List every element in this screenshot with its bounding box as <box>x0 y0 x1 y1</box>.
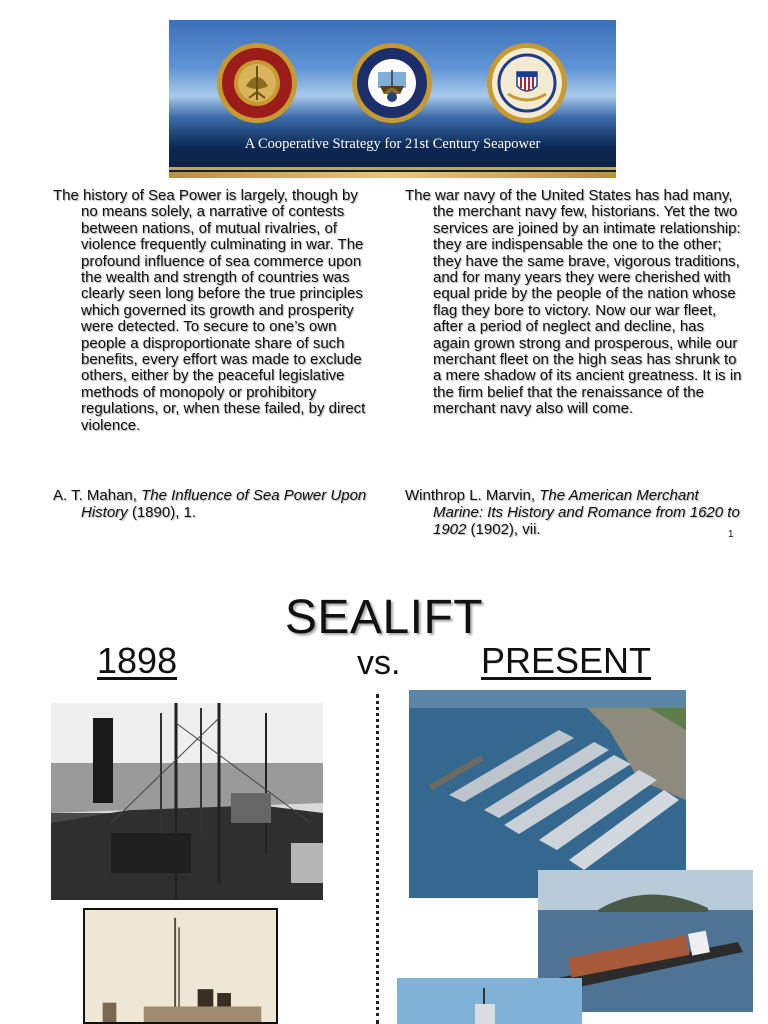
mahan-quote-text: The history of Sea Power is largely, though by no means solely, a narrative of contests between nations, of mutual rivalries, of violence frequently culminating in war. The profound influence of sea commerce upon the wealth and strength of countries was clearly seen long before the true principles which governed its growth and prosperity were detected. To secure to one’s own people a disproportionate share of such benefits, every effort was made to exclude others, either by the peaceful legislative methods of monopoly or prohibitory regulations, or, when these failed, by direct violence. <box>53 187 366 434</box>
photo-present-sealift-pier <box>409 690 686 898</box>
marvin-work: The American Merchant Marine: Its History and Romance from 1620 to 1902 <box>433 487 740 538</box>
strategy-banner <box>169 20 616 178</box>
coast-guard-seal-icon <box>486 42 568 124</box>
banner-gold-band <box>169 172 616 178</box>
label-present: PRESENT <box>481 640 652 681</box>
navy-seal-icon <box>351 42 433 124</box>
mahan-work: The Influence of Sea Power Upon History <box>81 487 367 521</box>
photo-present-ship-bow <box>397 978 582 1024</box>
banner-caption: A Cooperative Strategy for 21st Century Seapower <box>244 136 541 152</box>
label-1898: 1898 <box>97 640 178 681</box>
photo-1898-steamship <box>83 908 278 1024</box>
dotted-divider <box>376 694 379 1024</box>
mahan-quote <box>53 188 378 434</box>
marvin-author: Winthrop L. Marvin, <box>405 487 540 504</box>
page-number: 1 <box>728 529 734 540</box>
marvin-citation <box>405 487 743 538</box>
photo-1898-harbor <box>51 703 323 900</box>
marine-corps-seal-icon <box>216 42 298 124</box>
mahan-citation <box>53 487 378 521</box>
marvin-quote-text: The war navy of the United States has had many, the merchant navy few, historians. Yet the two services are joined by an intimate relationship: they are indispensable the one to the other; they have the same brave, vigorous traditions, and for many years they were cherished with equal pride by the people of the nation whose flag they bore to victory. Now our war fleet, after a period of neglect and decline, has again grown strong and prosperous, while our merchant fleet on the high seas has shrunk to a mere shadow of its ancient greatness. It is in the firm belief that the renaissance of the merchant navy also will come. <box>405 187 742 418</box>
sealift-title: SEALIFT <box>284 591 484 644</box>
label-vs: vs. <box>357 644 401 682</box>
marvin-quote <box>405 188 743 418</box>
marvin-date: (1902), vii. <box>466 521 541 538</box>
banner-gold-rule <box>169 167 616 170</box>
mahan-date: (1890), 1. <box>127 504 197 521</box>
mahan-author: A. T. Mahan, <box>53 487 142 504</box>
